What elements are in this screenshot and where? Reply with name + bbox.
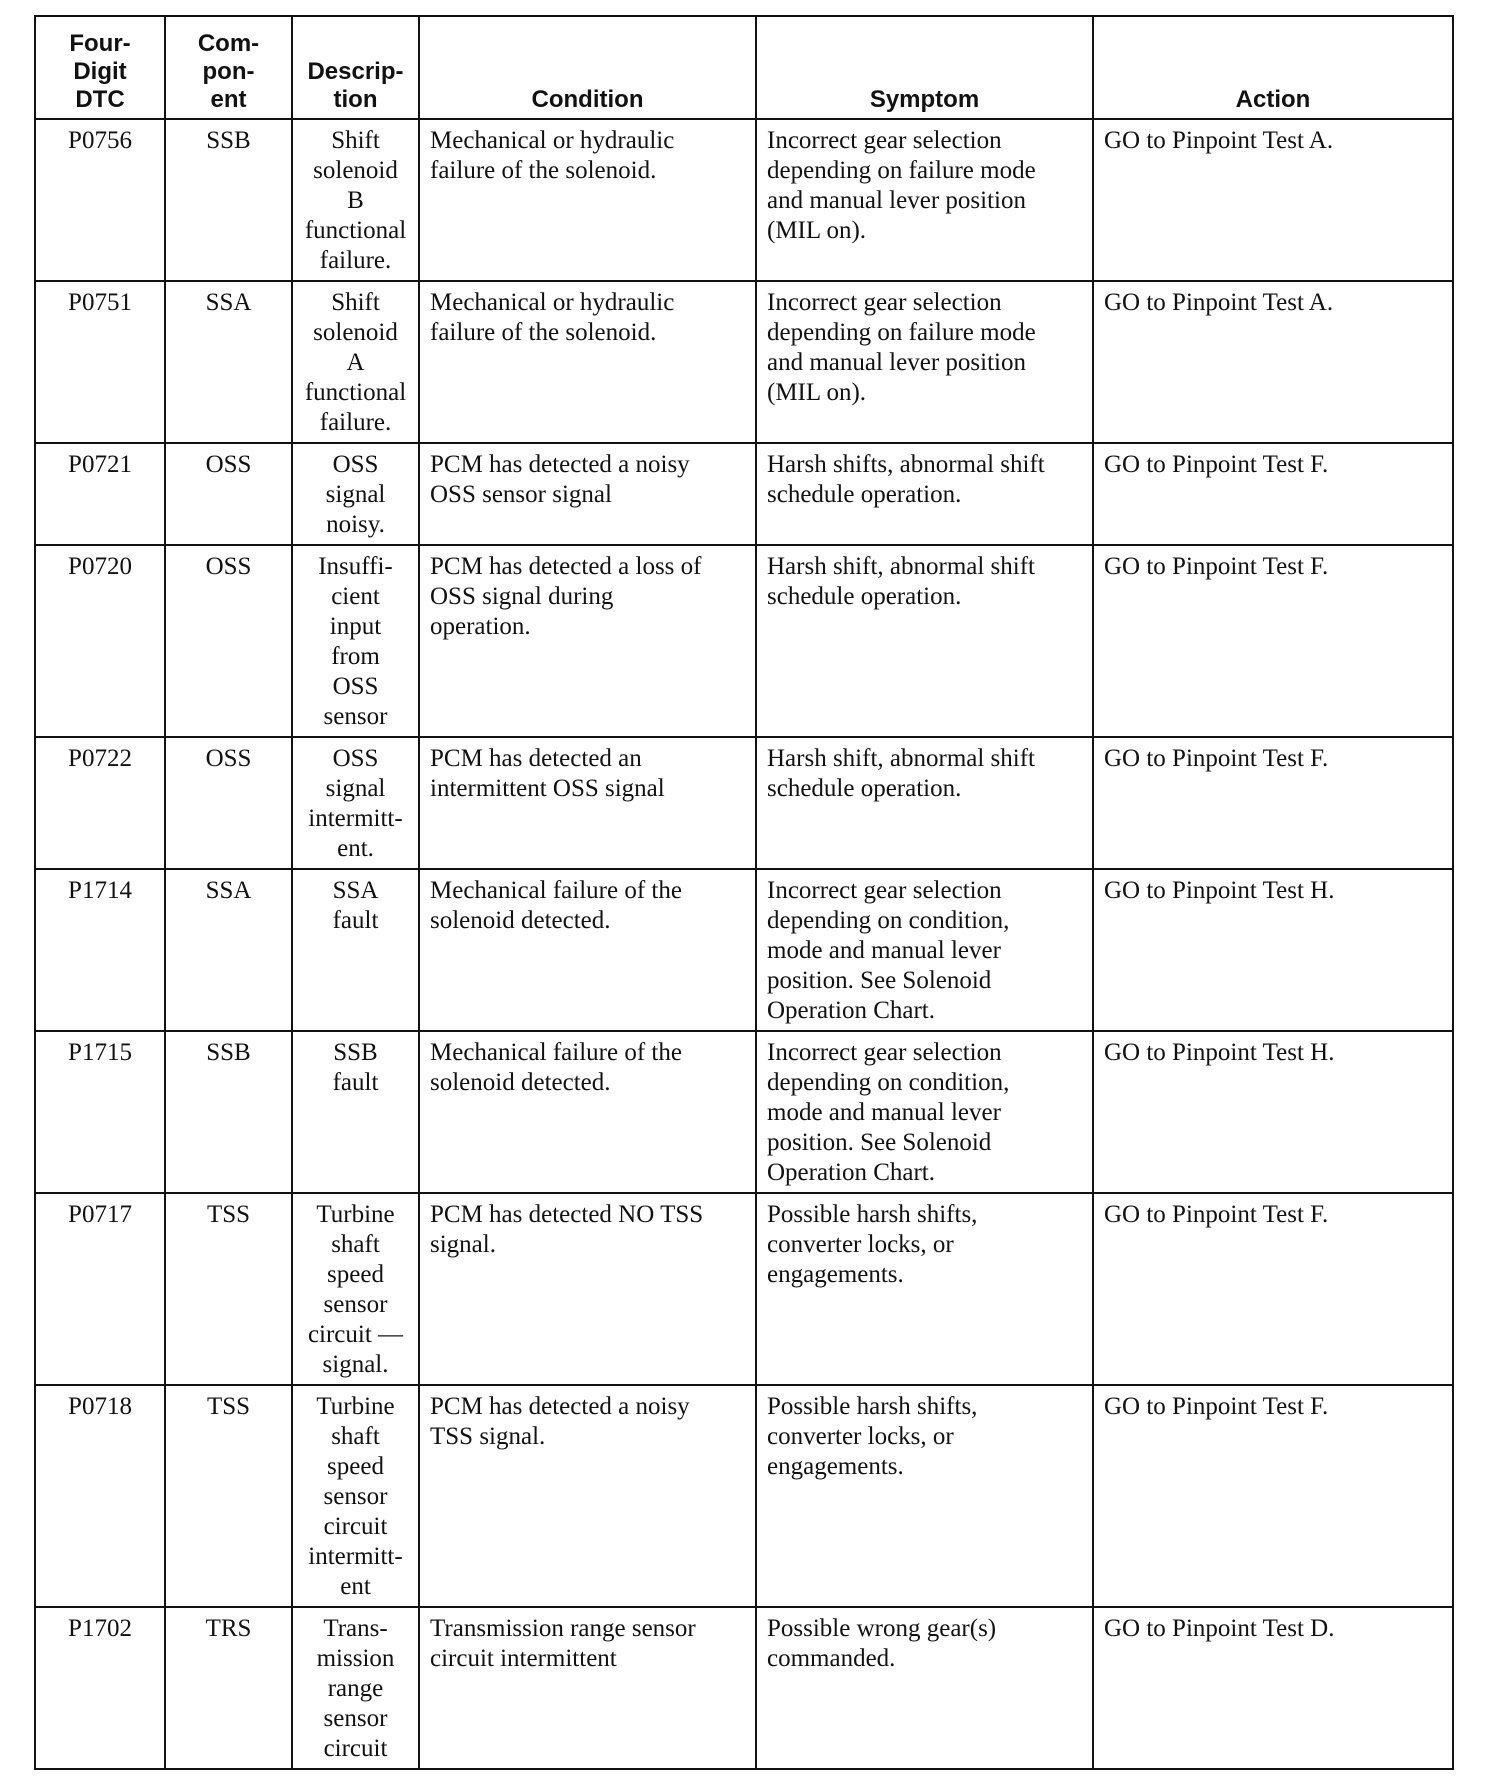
cell-condition-line: failure of the solenoid. bbox=[430, 319, 657, 346]
cell-condition bbox=[419, 443, 756, 545]
cell-description-line: noisy. bbox=[326, 511, 385, 538]
cell-symptom-line: converter locks, or bbox=[767, 1231, 954, 1258]
cell-condition bbox=[419, 545, 756, 737]
cell-condition-line: solenoid detected. bbox=[430, 907, 611, 934]
cell-symptom-line: and manual lever position bbox=[767, 187, 1026, 214]
cell-description-line: signal bbox=[325, 481, 386, 508]
cell-action: GO to Pinpoint Test H. bbox=[1093, 869, 1453, 1031]
cell-description-line: fault bbox=[332, 1069, 379, 1096]
cell-description-line: from bbox=[331, 643, 380, 670]
cell-condition-line: TSS signal. bbox=[430, 1423, 546, 1450]
cell-symptom-line: Harsh shifts, abnormal shift bbox=[767, 451, 1045, 478]
cell-dtc: P0721 bbox=[35, 443, 165, 545]
header-condition: Condition bbox=[419, 16, 756, 119]
cell-symptom bbox=[756, 545, 1093, 737]
cell-condition bbox=[419, 1193, 756, 1385]
cell-description bbox=[292, 1607, 419, 1769]
header-dtc: Four- Digit DTC bbox=[35, 16, 165, 119]
cell-symptom-line: depending on failure mode bbox=[767, 319, 1036, 346]
cell-condition-line: Mechanical failure of the bbox=[430, 1039, 682, 1066]
cell-description-line: signal. bbox=[322, 1351, 389, 1378]
cell-description-line: SSB bbox=[333, 1039, 378, 1066]
cell-symptom-line: schedule operation. bbox=[767, 775, 962, 802]
cell-description-line: Trans- bbox=[323, 1615, 388, 1642]
cell-condition-line: circuit intermittent bbox=[430, 1645, 617, 1672]
cell-condition-line: PCM has detected a loss of bbox=[430, 553, 702, 580]
cell-symptom-line: commanded. bbox=[767, 1645, 896, 1672]
table-row bbox=[35, 443, 1453, 545]
cell-component: OSS bbox=[165, 443, 292, 545]
cell-symptom-line: (MIL on). bbox=[767, 217, 867, 244]
cell-action: GO to Pinpoint Test D. bbox=[1093, 1607, 1453, 1769]
cell-description bbox=[292, 737, 419, 869]
cell-symptom-line: Incorrect gear selection bbox=[767, 127, 1002, 154]
cell-symptom-line: position. See Solenoid bbox=[767, 967, 992, 994]
cell-condition-line: intermittent OSS signal bbox=[430, 775, 665, 802]
cell-condition bbox=[419, 281, 756, 443]
table-row bbox=[35, 1193, 1453, 1385]
table-row bbox=[35, 119, 1453, 281]
cell-description-line: circuit — bbox=[307, 1321, 404, 1348]
cell-symptom-line: engagements. bbox=[767, 1261, 904, 1288]
cell-action: GO to Pinpoint Test F. bbox=[1093, 443, 1453, 545]
cell-description-line: signal bbox=[325, 775, 386, 802]
cell-component: SSB bbox=[165, 119, 292, 281]
cell-symptom-line: Harsh shift, abnormal shift bbox=[767, 553, 1036, 580]
cell-action: GO to Pinpoint Test F. bbox=[1093, 1385, 1453, 1607]
cell-description bbox=[292, 281, 419, 443]
cell-symptom bbox=[756, 119, 1093, 281]
cell-symptom bbox=[756, 737, 1093, 869]
header-action: Action bbox=[1093, 16, 1453, 119]
cell-action: GO to Pinpoint Test F. bbox=[1093, 737, 1453, 869]
cell-symptom bbox=[756, 443, 1093, 545]
cell-condition-line: signal. bbox=[430, 1231, 496, 1258]
cell-component: OSS bbox=[165, 545, 292, 737]
cell-description-line: sensor bbox=[323, 1705, 388, 1732]
cell-symptom bbox=[756, 1031, 1093, 1193]
cell-condition-line: PCM has detected an bbox=[430, 745, 642, 772]
header-description: Descrip- tion bbox=[292, 16, 419, 119]
cell-description-line: Turbine bbox=[316, 1201, 395, 1228]
header-component: Com- pon- ent bbox=[165, 16, 292, 119]
cell-action: GO to Pinpoint Test A. bbox=[1093, 119, 1453, 281]
table-body bbox=[35, 119, 1453, 1769]
cell-description-line: Shift bbox=[331, 289, 380, 316]
cell-dtc: P0720 bbox=[35, 545, 165, 737]
cell-condition bbox=[419, 1031, 756, 1193]
cell-symptom-line: (MIL on). bbox=[767, 379, 867, 406]
cell-description-line: mission bbox=[316, 1645, 395, 1672]
cell-description-line: solenoid bbox=[313, 157, 398, 184]
cell-component: SSB bbox=[165, 1031, 292, 1193]
cell-condition-line: Mechanical or hydraulic bbox=[430, 127, 675, 154]
header-row bbox=[35, 16, 1453, 119]
cell-condition-line: OSS signal during bbox=[430, 583, 614, 610]
cell-action: GO to Pinpoint Test F. bbox=[1093, 545, 1453, 737]
cell-dtc: P0751 bbox=[35, 281, 165, 443]
header-symptom: Symptom bbox=[756, 16, 1093, 119]
cell-description-line: input bbox=[329, 613, 382, 640]
cell-symptom-line: converter locks, or bbox=[767, 1423, 954, 1450]
cell-description-line: OSS bbox=[332, 451, 379, 478]
cell-condition bbox=[419, 119, 756, 281]
cell-symptom-line: schedule operation. bbox=[767, 583, 962, 610]
cell-description-line: ent. bbox=[337, 835, 374, 862]
cell-component: TRS bbox=[165, 1607, 292, 1769]
cell-condition bbox=[419, 1607, 756, 1769]
cell-description-line: B bbox=[347, 187, 364, 214]
table-row bbox=[35, 737, 1453, 869]
table-row bbox=[35, 545, 1453, 737]
cell-symptom-line: Incorrect gear selection bbox=[767, 289, 1002, 316]
cell-condition-line: PCM has detected a noisy bbox=[430, 1393, 690, 1420]
cell-dtc: P0756 bbox=[35, 119, 165, 281]
cell-description-line: ent bbox=[340, 1573, 371, 1600]
cell-component: SSA bbox=[165, 281, 292, 443]
cell-component: OSS bbox=[165, 737, 292, 869]
cell-symptom-line: Incorrect gear selection bbox=[767, 1039, 1002, 1066]
cell-description bbox=[292, 545, 419, 737]
cell-symptom-line: and manual lever position bbox=[767, 349, 1026, 376]
cell-symptom-line: mode and manual lever bbox=[767, 1099, 1001, 1126]
cell-symptom-line: depending on condition, bbox=[767, 1069, 1010, 1096]
cell-symptom bbox=[756, 1193, 1093, 1385]
cell-symptom bbox=[756, 869, 1093, 1031]
cell-symptom bbox=[756, 281, 1093, 443]
cell-symptom-line: position. See Solenoid bbox=[767, 1129, 992, 1156]
cell-description-line: shaft bbox=[331, 1423, 380, 1450]
cell-symptom-line: Operation Chart. bbox=[767, 1159, 936, 1186]
cell-dtc: P0717 bbox=[35, 1193, 165, 1385]
cell-condition-line: Mechanical or hydraulic bbox=[430, 289, 675, 316]
cell-condition bbox=[419, 1385, 756, 1607]
cell-symptom bbox=[756, 1385, 1093, 1607]
cell-symptom-line: Possible harsh shifts, bbox=[767, 1393, 978, 1420]
cell-description-line: failure. bbox=[319, 409, 392, 436]
cell-condition bbox=[419, 737, 756, 869]
cell-description-line: shaft bbox=[331, 1231, 380, 1258]
table-row bbox=[35, 1385, 1453, 1607]
cell-dtc: P1702 bbox=[35, 1607, 165, 1769]
cell-condition bbox=[419, 869, 756, 1031]
table-row bbox=[35, 869, 1453, 1031]
cell-description bbox=[292, 869, 419, 1031]
cell-symptom-line: Possible wrong gear(s) bbox=[767, 1615, 997, 1642]
cell-action: GO to Pinpoint Test H. bbox=[1093, 1031, 1453, 1193]
cell-description-line: Shift bbox=[331, 127, 380, 154]
cell-component: SSA bbox=[165, 869, 292, 1031]
cell-dtc: P1715 bbox=[35, 1031, 165, 1193]
cell-condition-line: PCM has detected NO TSS bbox=[430, 1201, 704, 1228]
cell-description-line: failure. bbox=[319, 247, 392, 274]
cell-symptom-line: Incorrect gear selection bbox=[767, 877, 1002, 904]
cell-symptom-line: depending on condition, bbox=[767, 907, 1010, 934]
cell-condition-line: OSS sensor signal bbox=[430, 481, 612, 508]
cell-action: GO to Pinpoint Test A. bbox=[1093, 281, 1453, 443]
cell-dtc: P1714 bbox=[35, 869, 165, 1031]
cell-dtc: P0718 bbox=[35, 1385, 165, 1607]
table-row bbox=[35, 1031, 1453, 1193]
cell-symptom-line: schedule operation. bbox=[767, 481, 962, 508]
cell-symptom-line: Possible harsh shifts, bbox=[767, 1201, 978, 1228]
cell-component: TSS bbox=[165, 1193, 292, 1385]
cell-description-line: circuit bbox=[323, 1735, 388, 1762]
cell-description-line: SSA bbox=[332, 877, 379, 904]
table-header bbox=[35, 16, 1453, 119]
cell-condition-line: solenoid detected. bbox=[430, 1069, 611, 1096]
cell-description-line: OSS bbox=[332, 745, 379, 772]
cell-description-line: fault bbox=[332, 907, 379, 934]
cell-description-line: intermitt- bbox=[308, 805, 403, 832]
cell-symptom-line: depending on failure mode bbox=[767, 157, 1036, 184]
cell-action: GO to Pinpoint Test F. bbox=[1093, 1193, 1453, 1385]
cell-description-line: A bbox=[346, 349, 365, 376]
dtc-table bbox=[34, 15, 1454, 1770]
cell-symptom-line: engagements. bbox=[767, 1453, 904, 1480]
cell-description-line: solenoid bbox=[313, 319, 398, 346]
cell-condition-line: PCM has detected a noisy bbox=[430, 451, 690, 478]
cell-description-line: speed bbox=[327, 1453, 384, 1480]
cell-description-line: functional bbox=[304, 379, 407, 406]
cell-description-line: Insuffi- bbox=[318, 553, 393, 580]
cell-description-line: cient bbox=[331, 583, 380, 610]
cell-condition-line: Transmission range sensor bbox=[430, 1615, 696, 1642]
cell-description-line: speed bbox=[327, 1261, 384, 1288]
cell-description-line: intermitt- bbox=[308, 1543, 403, 1570]
cell-symptom-line: mode and manual lever bbox=[767, 937, 1001, 964]
cell-description-line: circuit bbox=[323, 1513, 388, 1540]
cell-condition-line: failure of the solenoid. bbox=[430, 157, 657, 184]
cell-description bbox=[292, 1193, 419, 1385]
cell-component: TSS bbox=[165, 1385, 292, 1607]
cell-description bbox=[292, 443, 419, 545]
cell-description-line: range bbox=[327, 1675, 384, 1702]
cell-description bbox=[292, 119, 419, 281]
cell-symptom-line: Operation Chart. bbox=[767, 997, 936, 1024]
cell-condition-line: Mechanical failure of the bbox=[430, 877, 682, 904]
cell-description-line: sensor bbox=[323, 703, 388, 730]
cell-description-line: functional bbox=[304, 217, 407, 244]
cell-condition-line: operation. bbox=[430, 613, 531, 640]
cell-description bbox=[292, 1385, 419, 1607]
cell-symptom-line: Harsh shift, abnormal shift bbox=[767, 745, 1036, 772]
table-row bbox=[35, 281, 1453, 443]
cell-description-line: Turbine bbox=[316, 1393, 395, 1420]
table-row bbox=[35, 1607, 1453, 1769]
cell-description-line: OSS bbox=[332, 673, 379, 700]
cell-description-line: sensor bbox=[323, 1291, 388, 1318]
cell-description-line: sensor bbox=[323, 1483, 388, 1510]
cell-symptom bbox=[756, 1607, 1093, 1769]
cell-description bbox=[292, 1031, 419, 1193]
cell-dtc: P0722 bbox=[35, 737, 165, 869]
